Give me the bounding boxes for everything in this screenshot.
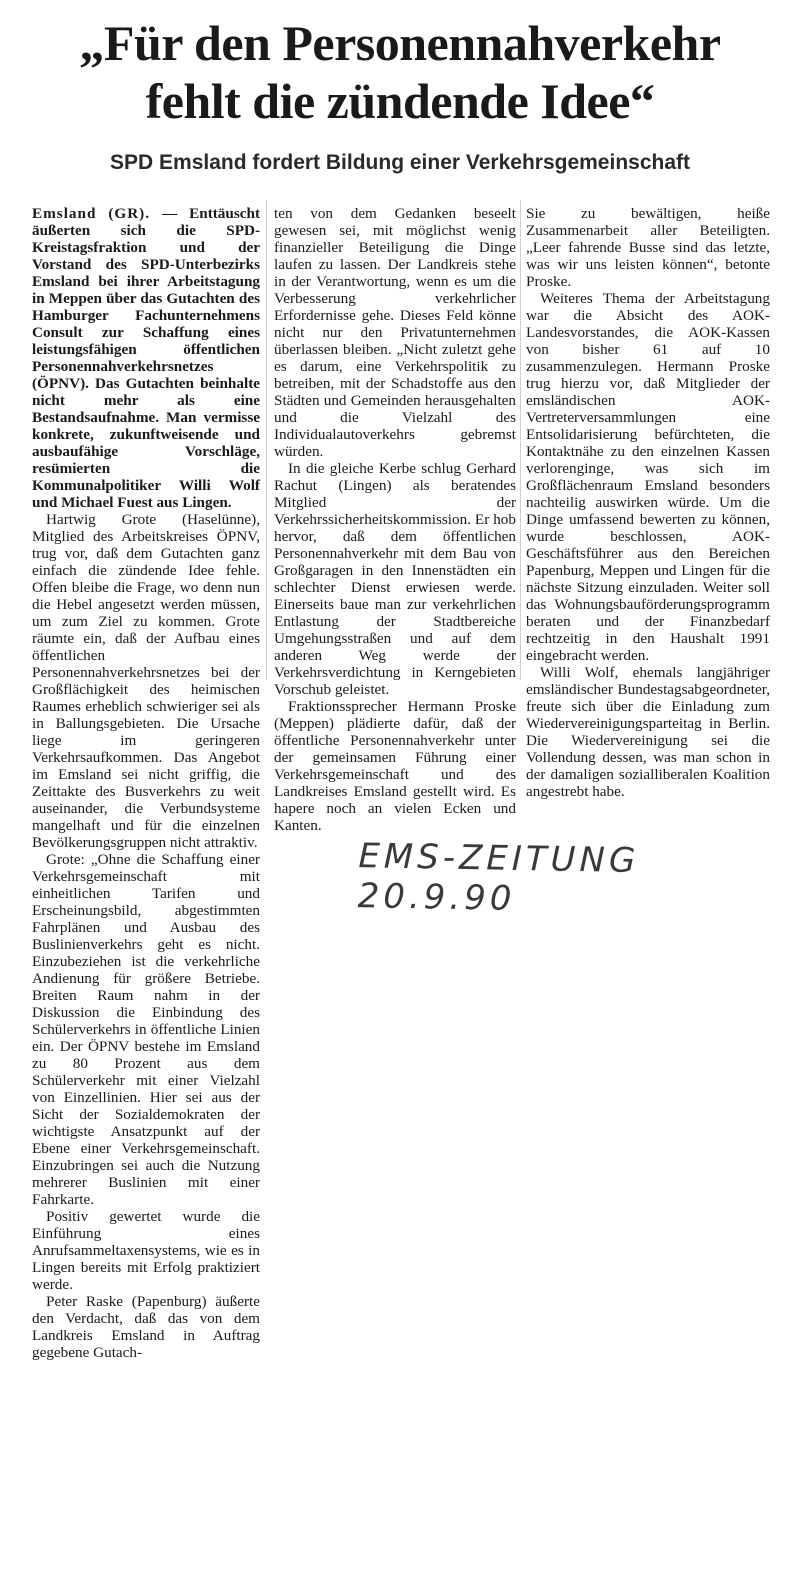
body-paragraph: Willi Wolf, ehemals langjähriger emsländischer Bundestagsabgeordneter, freute sich über die Einladung zum Wiedervereinigungsparteitag in Berlin. Die Wiedervereinigung sei die Vollendung dessen, was man schon in der damaligen sozialliberalen Koalition angestrebt habe. xyxy=(526,664,770,800)
body-paragraph: Positiv gewertet wurde die Einführung eines Anrufsammeltaxensystems, wie es in Lingen bereits mit Erfolg praktiziert werde. xyxy=(32,1208,260,1293)
body-paragraph: Weiteres Thema der Arbeitstagung war die Absicht des AOK-Landesvorstandes, die AOK-Kassen von bisher 61 auf 10 zusammenzulegen. Hermann Proske trug hierzu vor, daß Mitglieder der emsländischen AOK-Vertreterversammlungen eine Entsolidarisierung befürchteten, die Kontaktnähe zu den einzelnen Kassen verlorenginge, was sich im Großflächenraum Emsland besonders nachteilig auswirken würde. Um die Dinge umfassend bewerten zu können, wurde beschlossen, AOK-Geschäftsführer aus den Bereichen Papenburg, Meppen und Lingen für die nächste Sitzung einzuladen. Weiter soll das Wohnungsbauförderungsprogramm beraten und der Finanzbedarf rechtzeitig in den Haushalt 1991 eingebracht werden. xyxy=(526,290,770,664)
subheadline: SPD Emsland fordert Bildung einer Verkehrsgemeinschaft xyxy=(110,151,690,174)
headline xyxy=(0,14,800,130)
body-paragraph: Grote: „Ohne die Schaffung einer Verkehrsgemeinschaft mit einheitlichen Tarifen und Erscheinungsbild, abgestimmten Fahrplänen und Ausbau des Buslinienverkehrs geht es nicht. Einzubeziehen ist die verkehrliche Andienung für größere Betriebe. Breiten Raum nahm in der Diskussion die Einbindung des Schülerverkehrs in öffentliche Linien ein. Der ÖPNV bestehe im Emsland zu 80 Prozent aus dem Schülerverkehr mit einer Vielzahl von Einzellinien. Hier sei aus der Sicht der Sozialdemokraten der wichtigste Ansatzpunkt auf der Ebene einer Verkehrsgemeinschaft. Einzubringen sei auch die Nutzung mehrerer Buslinien mit einer Fahrkarte. xyxy=(32,851,260,1208)
body-paragraph: Sie zu bewältigen, heiße Zusammenarbeit aller Beteiligten. „Leer fahrende Busse sind das letzte, was wir uns leisten können“, betonte Proske. xyxy=(526,205,770,290)
headline-line-2: fehlt die zündende Idee“ xyxy=(145,73,655,129)
lead-paragraph xyxy=(32,205,260,511)
dateline: Emsland (GR). — xyxy=(32,205,179,222)
article-column-1 xyxy=(32,205,260,1361)
column-divider-2 xyxy=(520,200,521,680)
lead-text: Enttäuscht äußerten sich die SPD-Kreistagsfraktion und der Vorstand des SPD-Unterbezirks Emsland bei ihrer Arbeitstagung in Meppen über das Gutachten des Hamburger Fachunternehmens Consult zur Schaffung eines leistungsfähigen öffentlichen Personennahverkehrsnetzes (ÖPNV). Das Gutachten beinhalte nicht mehr als eine Bestandsaufnahme. Man vermisse konkrete, zukunftweisende und ausbaufähige Vorschläge, resümierten die Kommunalpolitiker Willi Wolf und Michael Fuest aus Lingen. xyxy=(32,205,261,511)
handwritten-source-note: EMS-ZEITUNG 20.9.90 xyxy=(357,836,640,919)
article-column-3 xyxy=(526,205,770,800)
body-paragraph: Peter Raske (Papenburg) äußerte den Verdacht, daß das von dem Landkreis Emsland in Auftrag gegebene Gutach- xyxy=(32,1293,260,1361)
headline-line-1: „Für den Personennahverkehr xyxy=(79,15,721,71)
article-column-2 xyxy=(274,205,516,834)
body-paragraph: Hartwig Grote (Haselünne), Mitglied des Arbeitskreises ÖPNV, trug vor, daß dem Gutachten ganz einfach die zündende Idee fehle. Offen bleibe die Frage, wo denn nun die Hebel angesetzt werden müssen, um zum Ziel zu kommen. Grote räumte ein, daß der Aufbau eines öffentlichen Personennahverkehrsnetzes bei der Großflächigkeit des heimischen Raumes erheblich schwieriger sei als in Ballungsgebieten. Die Ursache liege im geringeren Verkehrsaufkommen. Das Angebot im Emsland sei nicht griffig, die Zeittakte des Busverkehrs zu weit auseinander, die Verbundsysteme mangelhaft und für die einzelnen Bevölkerungsgruppen nicht attraktiv. xyxy=(32,511,260,851)
body-paragraph: ten von dem Gedanken beseelt gewesen sei, mit möglichst wenig finanzieller Beteiligung die Dinge laufen zu lassen. Der Landkreis stehe in der Verantwortung, wenn es um die Verbesserung verkehrlicher Erfordernisse gehe. Dieses Feld könne nicht nur den Privatunternehmen überlassen bleiben. „Nicht zuletzt gehe es darum, eine Verkehrspolitik zu betreiben, mit der Schadstoffe aus den Städten und Gemeinden herausgehalten und die Vielzahl des Individualautoverkehrs gebremst würden. xyxy=(274,205,516,460)
column-divider-1 xyxy=(266,200,267,680)
body-paragraph: Fraktionssprecher Hermann Proske (Meppen) plädierte dafür, daß der öffentliche Personennahverkehr unter der gemeinsamen Führung einer Verkehrsgemeinschaft und des Landkreises Emsland gestellt wird. Es hapere noch an vielen Ecken und Kanten. xyxy=(274,698,516,834)
body-paragraph: In die gleiche Kerbe schlug Gerhard Rachut (Lingen) als beratendes Mitglied der Verkehrssicherheitskommission. Er hob hervor, daß dem öffentlichen Personennahverkehr mit dem Bau von Großgaragen in den Innenstädten ein schlechter Dienst erwiesen werde. Einerseits baue man zur verkehrlichen Entlastung der Stadtbereiche Umgehungsstraßen und auf dem anderen Weg werde der Verkehrsverdichtung in Kerngebieten Vorschub geleistet. xyxy=(274,460,516,698)
